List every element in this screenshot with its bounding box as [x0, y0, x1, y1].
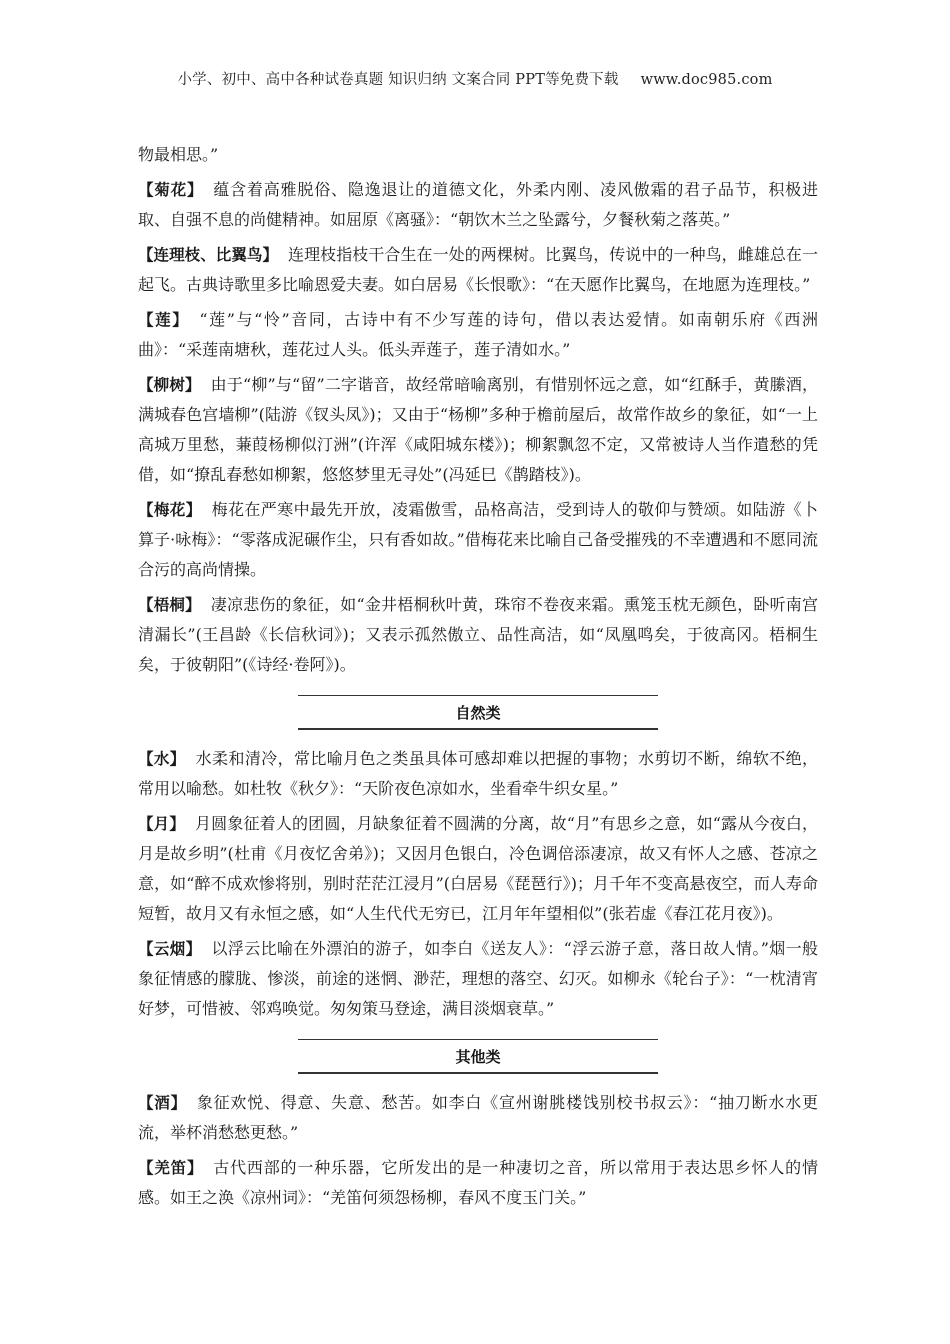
- entry-lianlizhi: [138, 240, 818, 300]
- entry-text: 凄凉悲伤的象征，如“金井梧桐秋叶黄，珠帘不卷夜来霜。熏笼玉枕无颜色，卧听南宫清漏长”(王昌龄《长信秋词》)；又表示孤然傲立、品性高洁，如“凤凰鸣矣，于彼高冈。梧桐生矣，于彼朝阳”(《诗经·卷阿》)。: [138, 595, 818, 674]
- entry-term: 【连理枝、比翼鸟】: [138, 246, 279, 264]
- entry-term: 【柳树】: [138, 376, 201, 394]
- entry-liushu: [138, 370, 818, 490]
- entry-text: 蕴含着高雅脱俗、隐逸退让的道德文化，外柔内刚、凌风傲霜的君子品节，积极进取、自强不息的尚健精神。如屈原《离骚》：“朝饮木兰之坠露兮，夕餐秋菊之落英。”: [138, 180, 818, 229]
- entry-text: “莲”与“怜”音同，古诗中有不少写莲的诗句，借以表达爱情。如南朝乐府《西洲曲》：“采莲南塘秋，莲花过人头。低头弄莲子，莲子清如水。”: [138, 310, 818, 359]
- entry-term: 【莲】: [138, 311, 190, 329]
- entry-term: 【云烟】: [138, 940, 202, 958]
- entry-text: 物最相思。”: [138, 145, 219, 164]
- entry-juhua: [138, 175, 818, 235]
- entry-term: 【酒】: [138, 1094, 187, 1112]
- entry-yunyan: [138, 934, 818, 1024]
- entry-text: 象征欢悦、得意、失意、愁苦。如李白《宣州谢朓楼饯别校书叔云》：“抽刀断水水更流，举杯消愁愁更愁。”: [138, 1093, 818, 1142]
- entry-jiu: [138, 1088, 818, 1148]
- entry-term: 【羌笛】: [138, 1159, 204, 1177]
- entry-qiangdi: [138, 1153, 818, 1213]
- entry-term: 【水】: [138, 750, 186, 768]
- entry-text: 由于“柳”与“留”二字谐音，故经常暗喻离别，有惜别怀远之意，如“红酥手，黄縢酒，满城春色宫墙柳”(陆游《钗头凤》)；又由于“杨柳”多种于檐前屋后，故常作故乡的象征，如“一上高城万里愁，蒹葭杨柳似汀洲”(许浑《咸阳城东楼》)；柳絮飘忽不定，又常被诗人当作遣愁的凭借，如“撩乱春愁如柳絮，悠悠梦里无寻处”(冯延巳《鹊踏枝》)。: [138, 375, 818, 484]
- entry-lian: [138, 305, 818, 365]
- entry-term: 【菊花】: [138, 181, 204, 199]
- entry-text: 月圆象征着人的团圆，月缺象征着不圆满的分离，故“月”有思乡之意，如“露从今夜白，月是故乡明”(杜甫《月夜忆舍弟》)；又因月色银白，冷色调倍添凄凉，故又有怀人之感、苍凉之意，如“醉不成欢惨将别，别时茫茫江浸月”(白居易《琵琶行》)；月千年不变高悬夜空，而人寿命短暂，故月又有永恒之感，如“人生代代无穷已，江月年年望相似”(张若虚《春江花月夜》)。: [138, 814, 818, 923]
- entry-text: 古代西部的一种乐器，它所发出的是一种凄切之音，所以常用于表达思乡怀人的情感。如王之涣《凉州词》：“羌笛何须怨杨柳，春风不度玉门关。”: [138, 1158, 818, 1207]
- document-body: [138, 140, 818, 1218]
- entry-wutong: [138, 590, 818, 680]
- entry-term: 【梅花】: [138, 501, 202, 519]
- entry-meihua: [138, 495, 818, 585]
- entry-term: 【月】: [138, 815, 185, 833]
- entry-shui: [138, 744, 818, 804]
- entry-text: 连理枝指枝干合生在一处的两棵树。比翼鸟，传说中的一种鸟，雌雄总在一起飞。古典诗歌里多比喻恩爱夫妻。如白居易《长恨歌》：“在天愿作比翼鸟，在地愿为连理枝。”: [138, 245, 818, 294]
- header-url[interactable]: www.doc985.com: [640, 72, 773, 88]
- header-text: 小学、初中、高中各种试卷真题 知识归纳 文案合同 PPT等免费下载: [177, 72, 619, 88]
- entry-text: 以浮云比喻在外漂泊的游子，如李白《送友人》：“浮云游子意，落日故人情。”烟一般象征情感的朦胧、惨淡，前途的迷惘、渺茫，理想的落空、幻灭。如柳永《轮台子》：“一枕清宵好梦，可惜被、邻鸡唤觉。匆匆策马登途，满目淡烟衰草。”: [138, 939, 818, 1018]
- entry-text: 梅花在严寒中最先开放，凌霜傲雪，品格高洁，受到诗人的敬仰与赞颂。如陆游《卜算子·咏梅》：“零落成泥碾作尘，只有香如故。”借梅花来比喻自己备受摧残的不幸遭遇和不愿同流合污的高尚情操。: [138, 500, 818, 579]
- entry-term: 【梧桐】: [138, 596, 201, 614]
- section-title: 自然类: [455, 704, 501, 722]
- section-heading-other: [298, 1039, 658, 1074]
- entry-continuation: [138, 140, 818, 170]
- entry-yue: [138, 809, 818, 929]
- section-title: 其他类: [455, 1048, 501, 1066]
- entry-text: 水柔和清冷，常比喻月色之类虽具体可感却难以把握的事物；水剪切不断，绵软不绝，常用以喻愁。如杜牧《秋夕》：“天阶夜色凉如水，坐看牵牛织女星。”: [138, 749, 818, 798]
- section-heading-nature: [298, 695, 658, 730]
- page-header: [0, 68, 950, 89]
